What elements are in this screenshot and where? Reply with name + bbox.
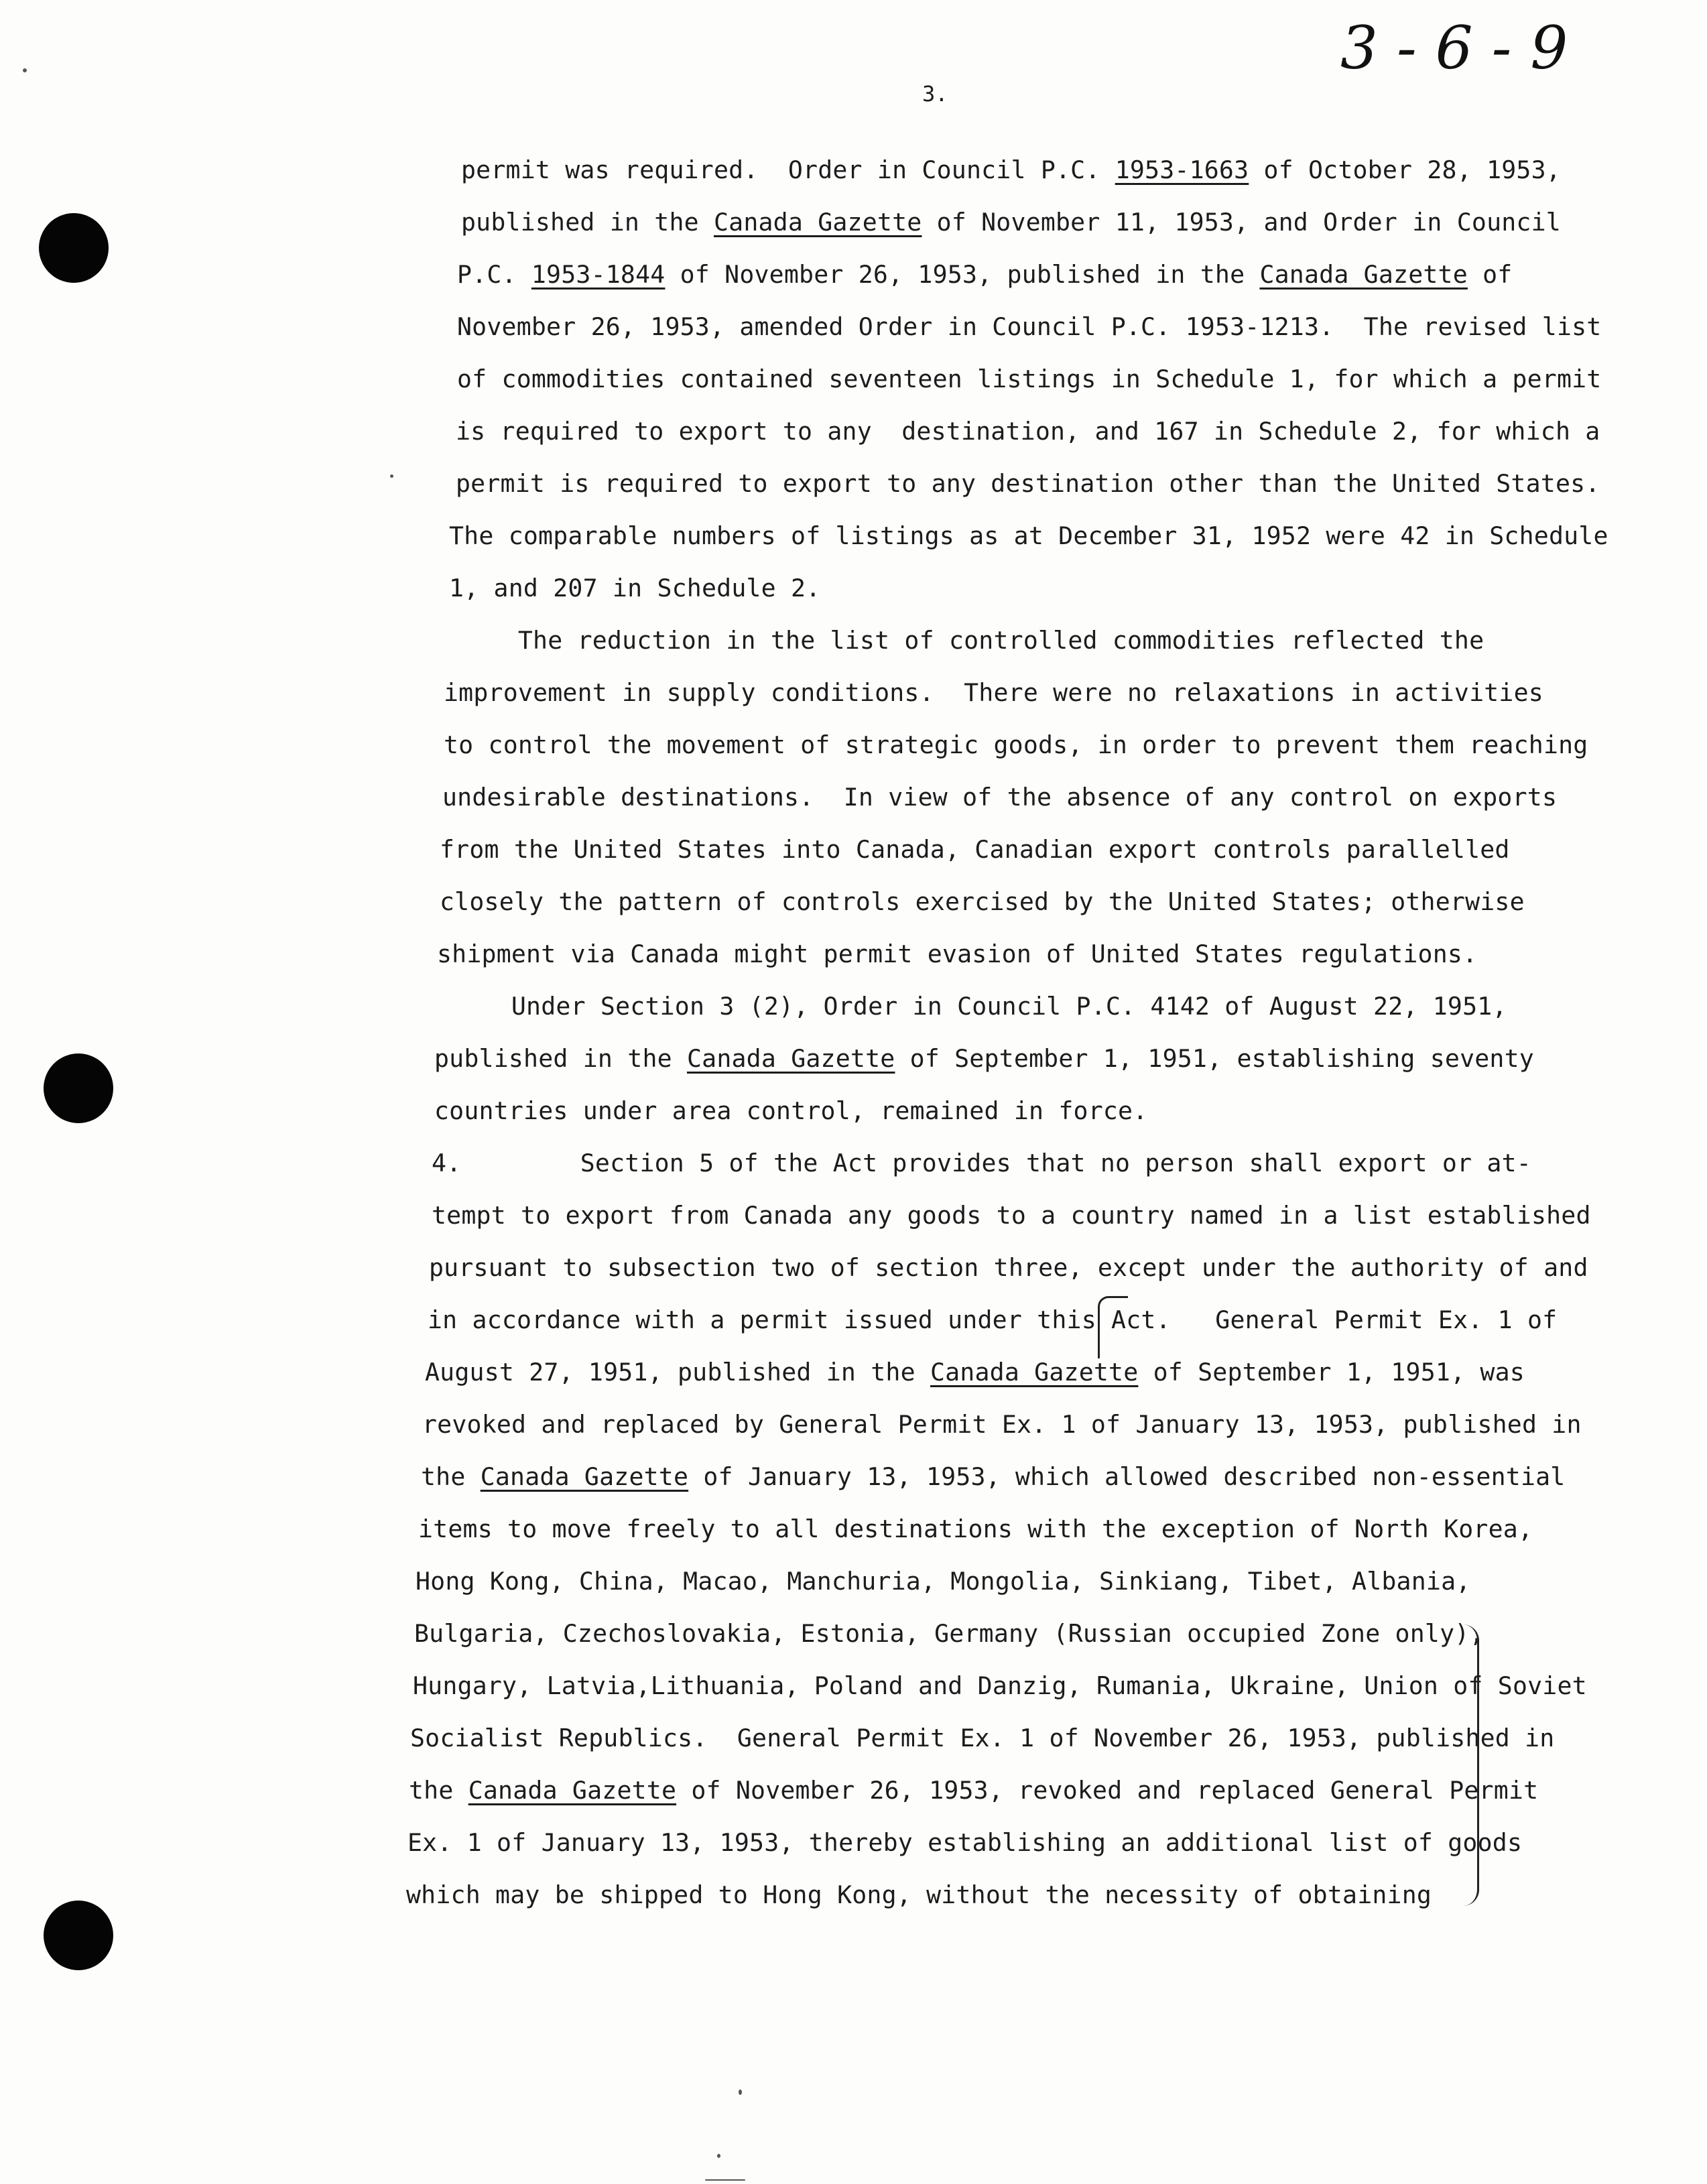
margin-sideline-mark: [1460, 1624, 1479, 1906]
text-segment: November 26, 1953, amended Order in Council P.C. 1953-1213. The revised list: [457, 312, 1602, 341]
text-segment: permit is required to export to any destination other than the United States.: [456, 469, 1600, 498]
text-line: [429, 1253, 1588, 1282]
text-segment: The reduction in the list of controlled commodities reflected the: [444, 626, 1484, 655]
text-line: [414, 1619, 1484, 1648]
text-line: [456, 469, 1600, 498]
text-segment: Ex. 1 of January 13, 1953, thereby establishing an additional list of goods: [407, 1828, 1523, 1857]
text-line: [432, 1201, 1591, 1230]
punch-hole: [44, 1901, 113, 1970]
text-segment: to control the movement of strategic goods, in order to prevent them reaching: [444, 730, 1588, 759]
underlined-title: Canada Gazette: [468, 1776, 677, 1805]
text-segment: revoked and replaced by General Permit Ex. 1 of January 13, 1953, published in: [422, 1410, 1582, 1439]
text-line: [416, 1569, 1470, 1594]
text-line: [440, 887, 1525, 916]
text-line: [434, 1044, 1534, 1073]
text-line: [449, 521, 1608, 550]
text-segment: is required to export to any destination, and 167 in Schedule 2, for which a: [456, 417, 1600, 446]
text-segment: Under Section 3 (2), Order in Council P.C. 4142 of August 22, 1951,: [437, 992, 1507, 1021]
text-segment: the: [409, 1776, 468, 1805]
punch-hole: [39, 213, 109, 283]
text-line: [406, 1880, 1432, 1909]
text-line: [457, 367, 1601, 392]
text-line: [437, 942, 1477, 967]
text-line: [461, 210, 1561, 235]
text-line: [456, 417, 1600, 446]
scan-speck: [390, 474, 393, 478]
text-line: [422, 1410, 1582, 1439]
text-line: [407, 1828, 1523, 1857]
underlined-title: 1953-1844: [531, 260, 666, 289]
text-line: [444, 626, 1484, 655]
scan-speck: [23, 68, 27, 72]
text-segment: Hong Kong, China, Macao, Manchuria, Mongolia, Sinkiang, Tibet, Albania,: [416, 1567, 1471, 1596]
text-line: [457, 260, 1513, 289]
text-line: [425, 1360, 1525, 1385]
text-segment: Hungary, Latvia,Lithuania, Poland and Danzig, Rumania, Ukraine, Union of Soviet: [413, 1671, 1587, 1700]
text-segment: countries under area control, remained in force.: [434, 1096, 1148, 1125]
text-line: [449, 576, 820, 601]
text-line: [409, 1776, 1539, 1805]
text-segment: from the United States into Canada, Canadian export controls parallelled: [440, 835, 1510, 864]
text-line: [461, 155, 1561, 184]
underlined-title: 1953-1663: [1115, 155, 1249, 184]
scan-speck: [705, 2179, 745, 2181]
text-segment: improvement in supply conditions. There were no relaxations in activities: [444, 678, 1543, 707]
text-segment: shipment via Canada might permit evasion of United States regulations.: [437, 940, 1478, 968]
text-segment: P.C.: [457, 260, 531, 289]
margin-bracket-mark: [1098, 1296, 1128, 1358]
scan-speck: [739, 2090, 742, 2095]
text-line: [444, 730, 1588, 759]
text-segment: published in the: [461, 208, 714, 237]
underlined-title: Canada Gazette: [930, 1358, 1139, 1387]
text-segment: of commodities contained seventeen listings in Schedule 1, for which a permit: [457, 365, 1602, 393]
text-segment: published in the: [434, 1044, 687, 1073]
text-segment: of January 13, 1953, which allowed described non-essential: [688, 1462, 1566, 1491]
text-segment: which may be shipped to Hong Kong, without the necessity of obtaining: [406, 1880, 1432, 1909]
text-segment: 1, and 207 in Schedule 2.: [449, 574, 821, 602]
text-line: [432, 1151, 1531, 1176]
punch-hole: [44, 1053, 113, 1123]
text-segment: permit was required. Order in Council P.C.: [461, 155, 1115, 184]
text-line: [428, 1305, 1558, 1334]
text-segment: of November 26, 1953, published in the: [665, 260, 1260, 289]
text-line: [410, 1726, 1554, 1751]
text-line: [418, 1517, 1533, 1542]
text-segment: in accordance with a permit issued under this Act. General Permit Ex. 1 of: [428, 1305, 1558, 1334]
text-line: [444, 678, 1543, 707]
text-segment: of: [1467, 260, 1513, 289]
text-segment: 4. Section 5 of the Act provides that no person shall export or at-: [432, 1149, 1531, 1177]
underlined-title: Canada Gazette: [686, 1044, 895, 1073]
text-segment: items to move freely to all destinations with the exception of North Korea,: [418, 1515, 1533, 1543]
text-segment: of November 11, 1953, and Order in Council: [922, 208, 1561, 237]
text-segment: The comparable numbers of listings as at December 31, 1952 were 42 in Schedule: [449, 521, 1608, 550]
text-segment: of September 1, 1951, establishing seventy: [895, 1044, 1534, 1073]
text-line: [457, 312, 1602, 341]
text-segment: tempt to export from Canada any goods to a country named in a list established: [432, 1201, 1591, 1230]
text-segment: Bulgaria, Czechoslovakia, Estonia, Germany (Russian occupied Zone only),: [414, 1619, 1484, 1648]
text-line: [434, 1096, 1148, 1125]
text-line: [413, 1671, 1587, 1700]
text-segment: Socialist Republics. General Permit Ex. 1 of November 26, 1953, published in: [410, 1724, 1555, 1752]
text-line: [421, 1462, 1566, 1491]
text-line: [442, 785, 1557, 810]
underlined-title: Canada Gazette: [1259, 260, 1468, 289]
text-segment: August 27, 1951, published in the: [425, 1358, 930, 1387]
underlined-title: Canada Gazette: [480, 1462, 689, 1491]
text-segment: undesirable destinations. In view of the absence of any control on exports: [442, 783, 1558, 812]
text-segment: closely the pattern of controls exercised by the United States; otherwise: [440, 887, 1525, 916]
text-line: [440, 835, 1510, 864]
page-number: 3.: [922, 81, 948, 107]
text-segment: the: [421, 1462, 481, 1491]
underlined-title: Canada Gazette: [713, 208, 922, 237]
scan-speck: [717, 2154, 720, 2158]
text-segment: of November 26, 1953, revoked and replaced General Permit: [676, 1776, 1539, 1805]
text-segment: of September 1, 1951, was: [1138, 1358, 1525, 1387]
text-segment: of October 28, 1953,: [1249, 155, 1561, 184]
handwritten-reference: 3 - 6 - 9: [1340, 13, 1568, 82]
text-segment: pursuant to subsection two of section three, except under the authority of and: [429, 1253, 1588, 1282]
text-line: [437, 994, 1507, 1019]
